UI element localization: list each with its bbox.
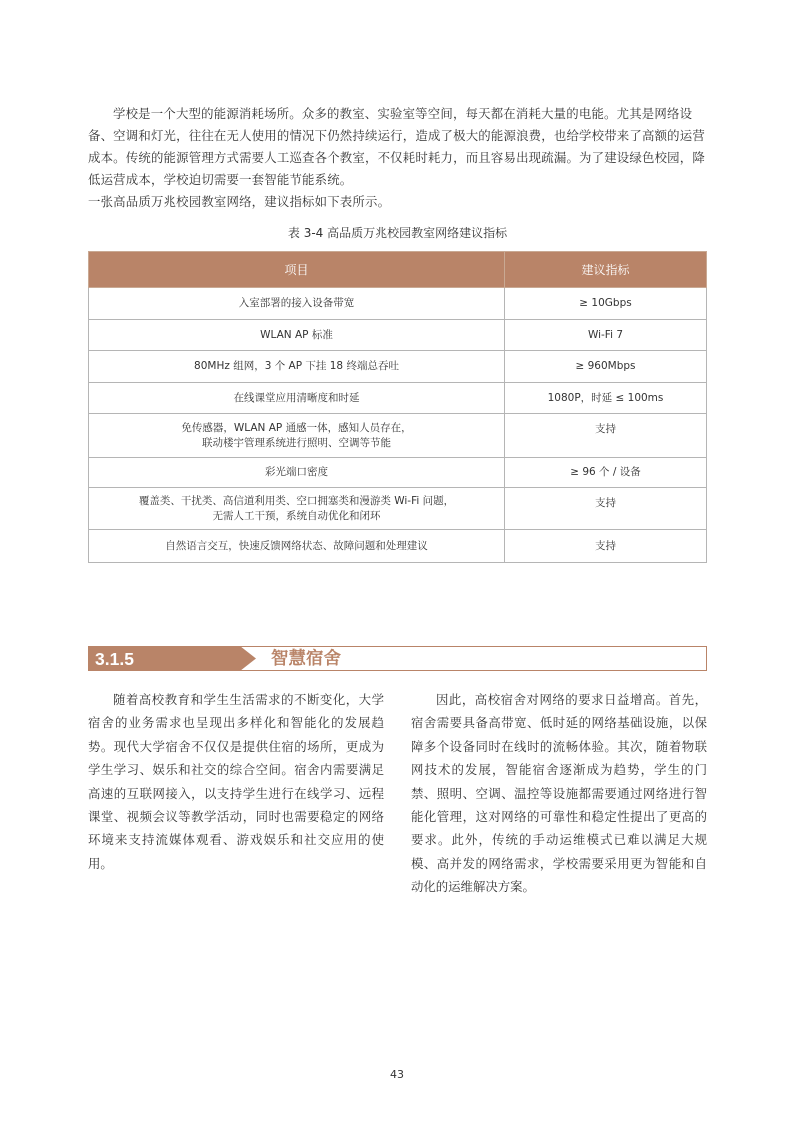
table-header-row — [89, 252, 707, 288]
row-item-line: 联动楼宇管理系统进行照明、空调等节能 — [202, 436, 391, 449]
row-value: ≥ 10Gbps — [505, 288, 707, 320]
header-value: 建议指标 — [505, 252, 707, 288]
row-item: 自然语言交互，快速反馈网络状态、故障问题和处理建议 — [89, 530, 505, 563]
row-item: 入室部署的接入设备带宽 — [89, 288, 505, 320]
row-value: 支持 — [505, 488, 707, 530]
table-row — [89, 414, 707, 458]
row-item — [89, 488, 505, 530]
row-item — [89, 414, 505, 458]
body-paragraph: 因此，高校宿舍对网络的要求日益增高。首先，宿舍需要具备高带宽、低时延的网络基础设施，以保障多个设备同时在线时的流畅体验。其次，随着物联网技术的发展，智能宿舍逐渐成为趋势，学生的门禁、照明、空调、温控等设施都需要通过网络进行智能化管理，这对网络的可靠性和稳定性提出了更高的要求。此外，传统的手动运维模式已难以满足大规模、高并发的网络需求，学校需要采用更为智能和自动化的运维解决方案。 — [411, 692, 707, 895]
spec-table — [88, 251, 707, 563]
row-value: Wi-Fi 7 — [505, 320, 707, 351]
intro-text — [88, 103, 708, 213]
table-row — [89, 488, 707, 530]
table-row — [89, 383, 707, 414]
row-item-line: 免传感器，WLAN AP 通感一体，感知人员存在， — [181, 421, 412, 434]
row-value: 支持 — [505, 530, 707, 563]
section-heading — [88, 646, 707, 671]
table-row — [89, 320, 707, 351]
row-value: 1080P，时延 ≤ 100ms — [505, 383, 707, 414]
header-item: 项目 — [89, 252, 505, 288]
table-row — [89, 351, 707, 383]
row-value: ≥ 96 个 / 设备 — [505, 458, 707, 488]
column-right — [411, 688, 707, 899]
row-item-line: 覆盖类、干扰类、高信道利用类、空口拥塞类和漫游类 Wi-Fi 问题， — [138, 494, 455, 507]
intro-paragraph-table-lead: 一张高品质万兆校园教室网络，建议指标如下表所示。 — [88, 194, 391, 209]
page-number: 43 — [390, 1068, 404, 1081]
row-value: 支持 — [505, 414, 707, 458]
table-row — [89, 458, 707, 488]
intro-paragraph: 学校是一个大型的能源消耗场所。众多的教室、实验室等空间，每天都在消耗大量的电能。尤其是网络设备、空调和灯光，往往在无人使用的情况下仍然持续运行，造成了极大的能源浪费，也给学校带来了高额的运营成本。传统的能源管理方式需要人工巡查各个教室，不仅耗时耗力，而且容易出现疏漏。为了建设绿色校园，降低运营成本，学校迫切需要一套智能节能系统。 — [88, 106, 705, 187]
row-value: ≥ 960Mbps — [505, 351, 707, 383]
row-item-line: 无需人工干预，系统自动优化和闭环 — [212, 509, 381, 522]
body-paragraph: 随着高校教育和学生生活需求的不断变化，大学宿舍的业务需求也呈现出多样化和智能化的发展趋势。现代大学宿舍不仅仅是提供住宿的场所，更成为学生学习、娱乐和社交的综合空间。宿舍内需要满足高速的互联网接入，以支持学生进行在线学习、远程课堂、视频会议等教学活动，同时也需要稳定的网络环境来支持流媒体观看、游戏娱乐和社交应用的使用。 — [88, 692, 384, 871]
row-item: 在线课堂应用清晰度和时延 — [89, 383, 505, 414]
table-row — [89, 530, 707, 563]
section-number: 3.1.5 — [95, 649, 134, 669]
table-caption: 表 3-4 高品质万兆校园教室网络建议指标 — [287, 226, 508, 240]
row-item: WLAN AP 标准 — [89, 320, 505, 351]
section-title: 智慧宿舍 — [271, 649, 341, 669]
table-row — [89, 288, 707, 320]
row-item: 彩光端口密度 — [89, 458, 505, 488]
column-left — [88, 688, 384, 875]
row-item: 80MHz 组网，3 个 AP 下挂 18 终端总吞吐 — [89, 351, 505, 383]
